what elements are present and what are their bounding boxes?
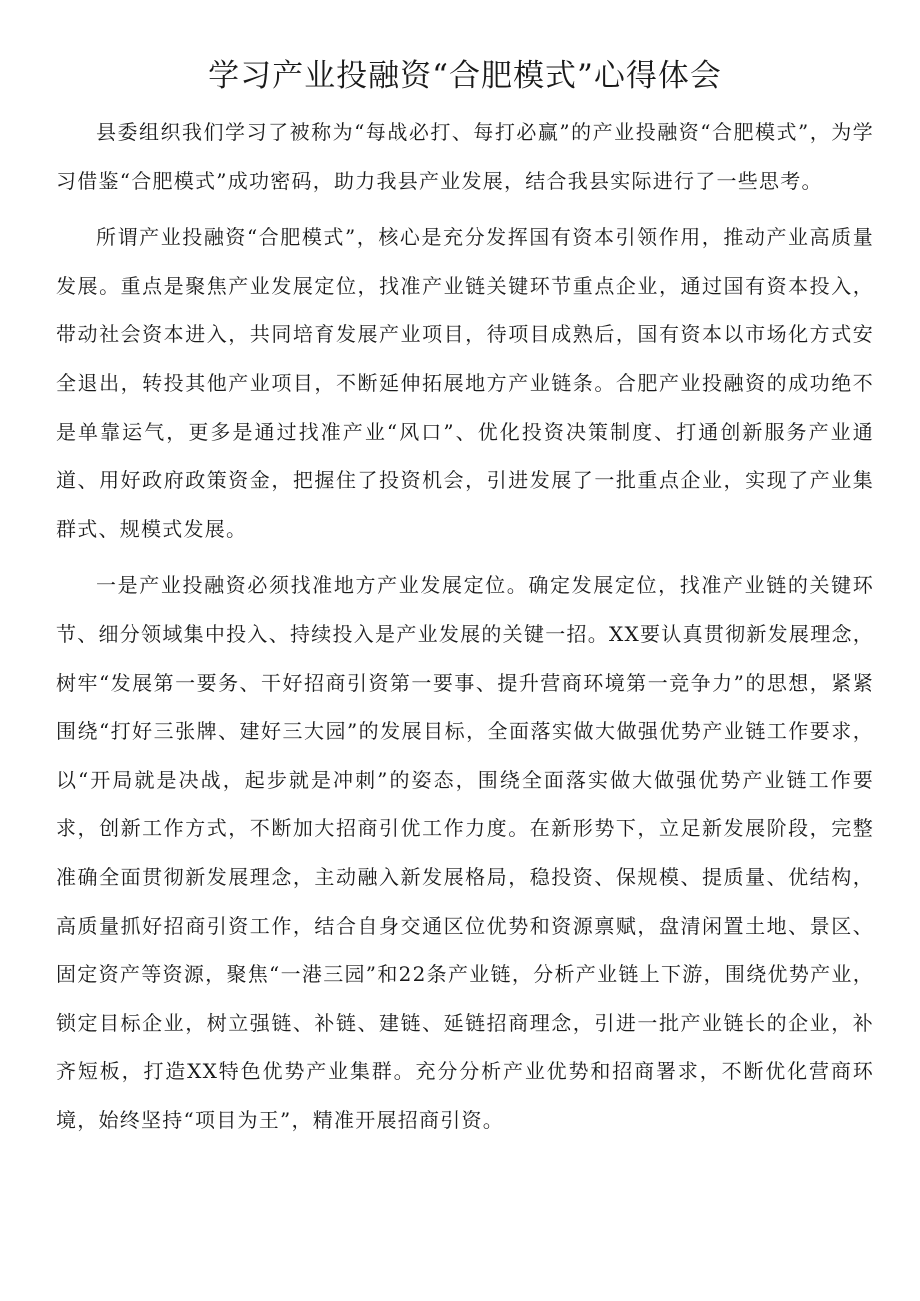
paragraph-point-one: 一是产业投融资必须找准地方产业发展定位。确定发展定位，找准产业链的关键环节、细分领域集中投入、持续投入是产业发展的关键一招。XX要认真贯彻新发展理念，树牢“发展第一要务、干好招商引资第一要事、提升营商环境第一竞争力”的思想，紧紧围绕“打好三张牌、建好三大园”的发展目标，全面落实做大做强优势产业链工作要求，以“开局就是决战，起步就是冲刺”的姿态，围绕全面落实做大做强优势产业链工作要求，创新工作方式，不断加大招商引优工作力度。在新形势下，立足新发展阶段，完整准确全面贯彻新发展理念，主动融入新发展格局，稳投资、保规模、提质量、优结构，高质量抓好招商引资工作，结合自身交通区位优势和资源禀赋，盘清闲置土地、景区、固定资产等资源，聚焦“一港三园”和22条产业链，分析产业链上下游，围绕优势产业，锁定目标企业，树立强链、补链、建链、延链招商理念，引进一批产业链长的企业，补齐短板，打造XX特色优势产业集群。充分分析产业优势和招商署求，不断优化营商环境，始终坚持“项目为王”，精准开展招商引资。 xyxy=(56,573,874,1132)
paragraph-hefei-model: 所谓产业投融资“合肥模式”，核心是充分发挥国有资本引领作用，推动产业高质量发展。重点是聚焦产业发展定位，找准产业链关键环节重点企业，通过国有资本投入，带动社会资本进入，共同培育发展产业项目，待项目成熟后，国有资本以市场化方式安全退出，转投其他产业项目，不断延伸拓展地方产业链条。合肥产业投融资的成功绝不是单靠运气，更多是通过找准产业“风口”、优化投资决策制度、打通创新服务产业通道、用好政府政策资金，把握住了投资机会，引进发展了一批重点企业，实现了产业集群式、规模式发展。 xyxy=(56,225,874,541)
paragraph-intro: 县委组织我们学习了被称为“每战必打、每打必赢”的产业投融资“合肥模式”，为学习借鉴“合肥模式”成功密码，助力我县产业发展，结合我县实际进行了一些思考。 xyxy=(56,120,874,193)
document-page xyxy=(56,52,874,1152)
document-title: 学习产业投融资“合肥模式”心得体会 xyxy=(208,58,722,94)
